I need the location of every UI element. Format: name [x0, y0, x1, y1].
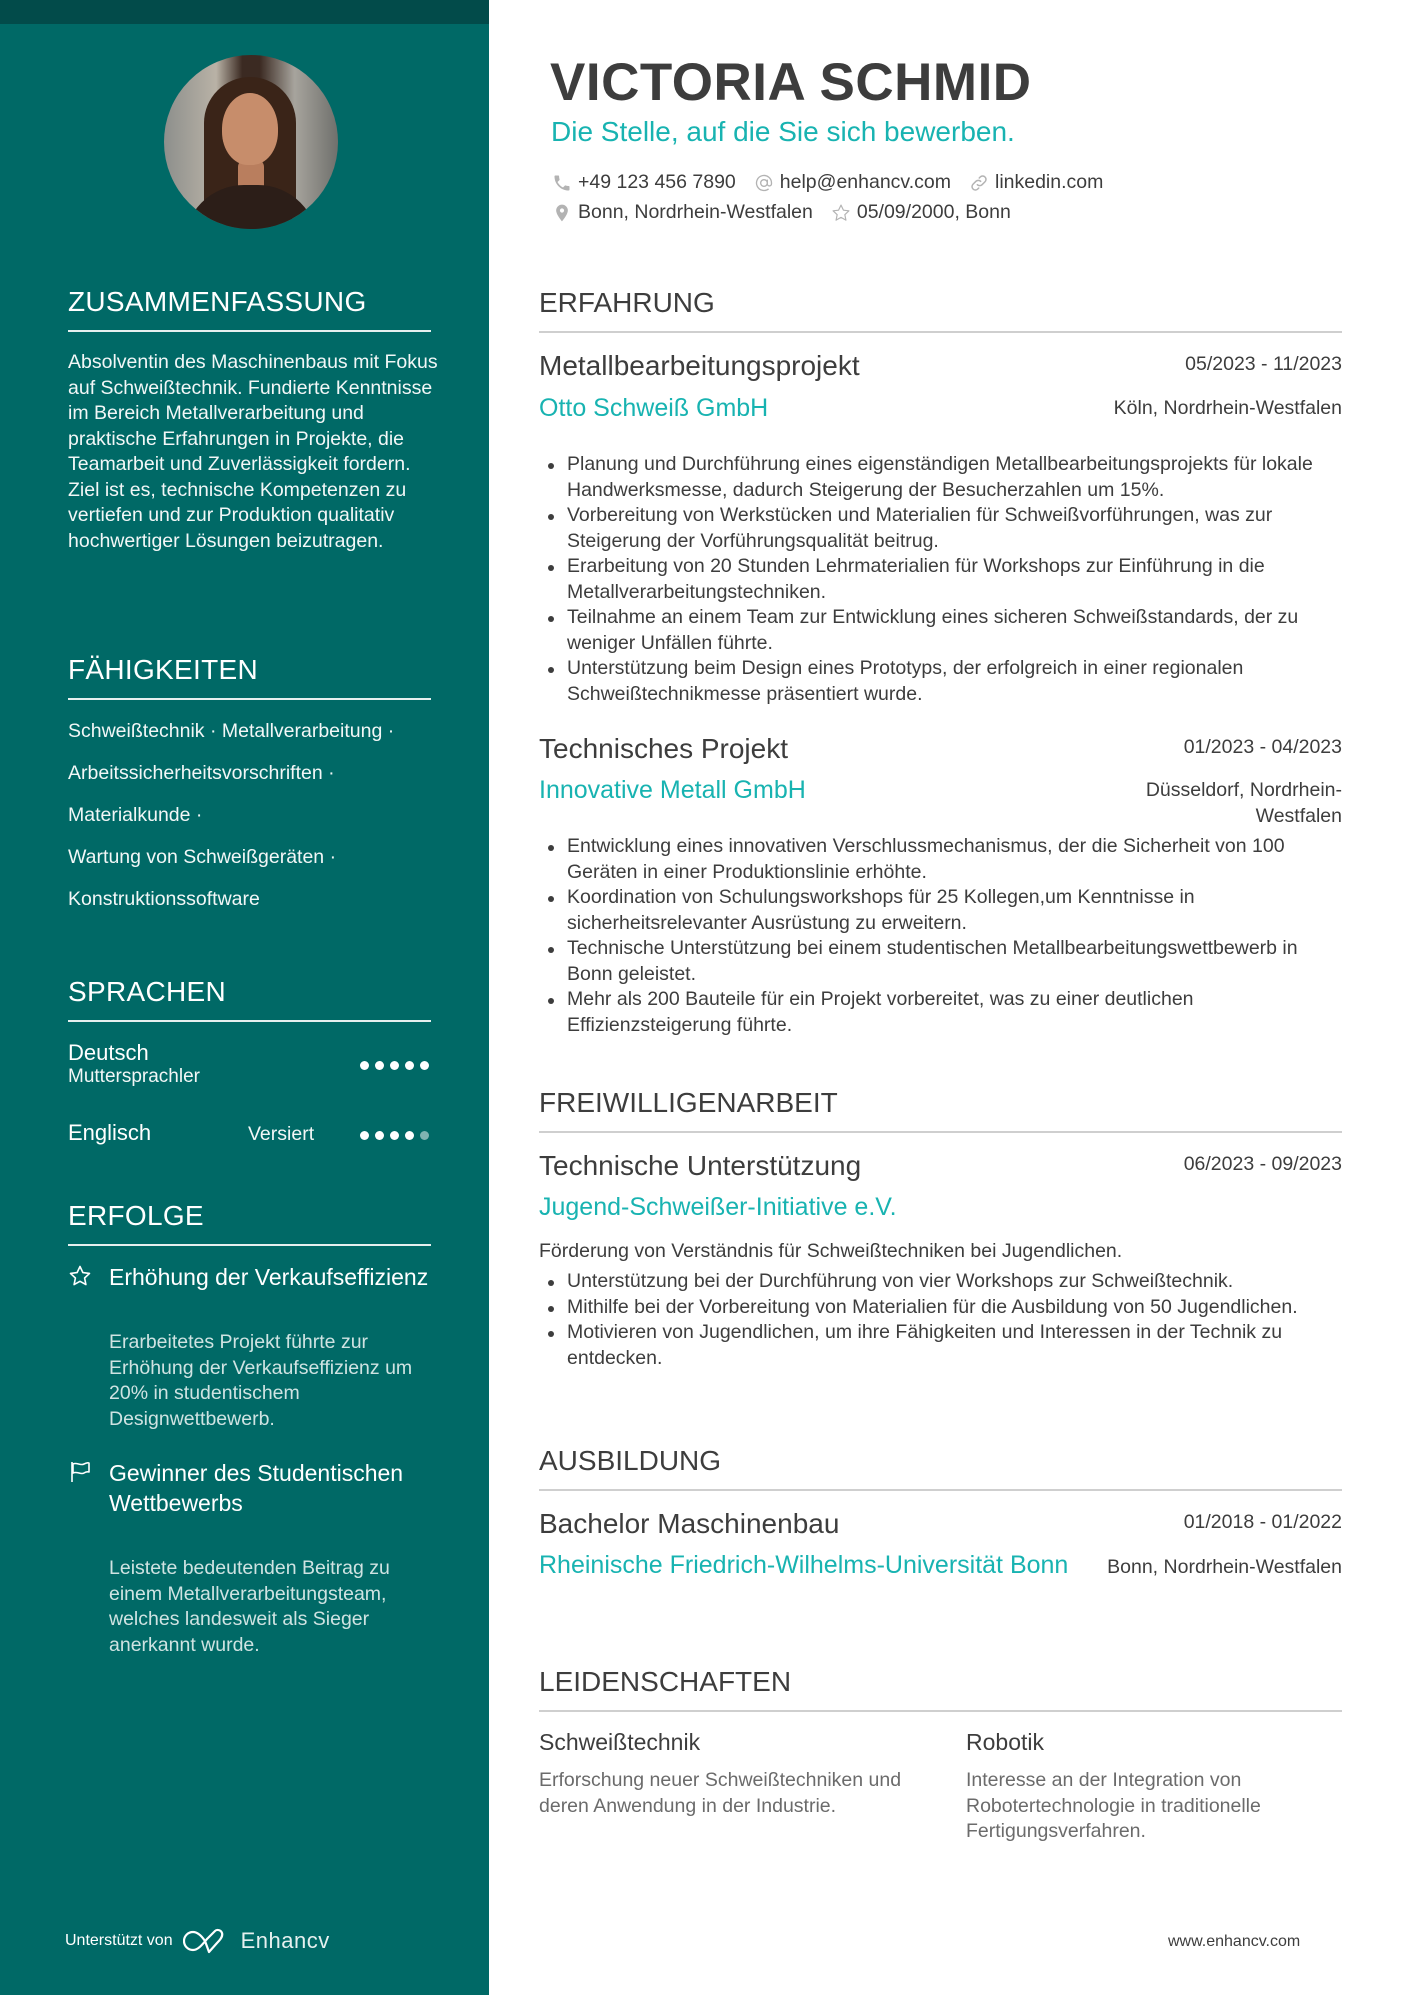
experience-title: Metallbearbeitungsprojekt — [539, 350, 860, 381]
volunteering-dates: 06/2023 - 09/2023 — [1183, 1153, 1342, 1175]
experience-company[interactable]: Innovative Metall GmbH — [539, 776, 806, 804]
passion-item — [539, 1729, 919, 1819]
language-rating — [360, 1131, 429, 1140]
rating-dot-filled — [375, 1131, 384, 1140]
linkedin-text: linkedin.com — [994, 171, 1104, 193]
contact-location — [552, 201, 813, 224]
language-level: Versiert — [248, 1123, 315, 1145]
achievement-item — [68, 1458, 448, 1698]
powered-by — [65, 1928, 330, 1954]
rating-dot-filled — [360, 1061, 369, 1070]
website-link[interactable]: www.enhancv.com — [1168, 1933, 1301, 1950]
bullet-item: Koordination von Schulungsworkshops für 25 Kollegen,um Kenntnisse in sicherheitsrelevanter Ausrüstung zu erweitern. — [545, 885, 1345, 936]
achievement-description: Erarbeitetes Projekt führte zur Erhöhung der Verkaufseffizienz um 20% in studentischem Designwettbewerb. — [109, 1331, 413, 1430]
volunteering-summary: Förderung von Verständnis für Schweißtechniken bei Jugendlichen. — [539, 1240, 1123, 1262]
languages-heading: SPRACHEN — [68, 976, 431, 1022]
skill-item: Wartung von Schweißgeräten · — [68, 846, 337, 868]
language-name: Englisch — [68, 1120, 152, 1145]
phone-icon — [552, 173, 572, 193]
experience-bullets — [545, 834, 1345, 1038]
bullet-item: Motivieren von Jugendlichen, um ihre Fähigkeiten und Interessen in der Technik zu entdecken. — [545, 1320, 1345, 1371]
experience-bullets — [545, 452, 1345, 707]
skill-item: Schweißtechnik · Metallverarbeitung · — [68, 720, 395, 742]
email-text: help@enhancv.com — [779, 171, 951, 193]
volunteering-bullets — [545, 1269, 1345, 1371]
volunteering-title: Technische Unterstützung — [539, 1150, 862, 1181]
passion-description: Erforschung neuer Schweißtechniken und deren Anwendung in der Industrie. — [539, 1769, 902, 1817]
candidate-name: VICTORIA SCHMID — [550, 53, 1032, 112]
skill-item: Konstruktionssoftware — [68, 888, 260, 910]
star-icon — [831, 203, 851, 223]
bullet-item: Mithilfe bei der Vorbereitung von Materialien für die Ausbildung von 50 Jugendlichen. — [545, 1295, 1345, 1321]
skills-heading: FÄHIGKEITEN — [68, 654, 431, 700]
volunteering-organization[interactable]: Jugend-Schweißer-Initiative e.V. — [539, 1193, 897, 1221]
link-icon — [969, 173, 989, 193]
achievement-item — [68, 1262, 448, 1442]
language-item-deutsch — [68, 1040, 431, 1100]
language-item-englisch — [68, 1120, 431, 1150]
birthdate-text: 05/09/2000, Bonn — [856, 201, 1011, 223]
achievements-heading: ERFOLGE — [68, 1200, 431, 1246]
education-heading: AUSBILDUNG — [539, 1445, 1342, 1491]
at-icon — [754, 173, 774, 193]
location-text: Bonn, Nordrhein-Westfalen — [578, 201, 813, 223]
language-rating — [360, 1061, 429, 1070]
rating-dot-filled — [420, 1061, 429, 1070]
phone-text: +49 123 456 7890 — [578, 171, 736, 193]
language-level: Muttersprachler — [68, 1066, 200, 1087]
experience-location: Köln, Nordrhein-Westfalen — [1113, 397, 1342, 419]
bullet-item: Teilnahme an einem Team zur Entwicklung eines sicheren Schweißstandards, der zu weniger Unfällen führte. — [545, 605, 1345, 656]
passions-heading: LEIDENSCHAFTEN — [539, 1666, 1342, 1712]
experience-company[interactable]: Otto Schweiß GmbH — [539, 394, 769, 422]
bullet-item: Planung und Durchführung eines eigenständigen Metallbearbeitungsprojekts für lokale Handwerksmesse, dadurch Steigerung der Besucherzahlen um 15%. — [545, 452, 1345, 503]
passion-title: Robotik — [966, 1729, 1044, 1755]
skill-item: Arbeitssicherheitsvorschriften · — [68, 762, 335, 784]
skill-item: Materialkunde · — [68, 804, 203, 826]
summary-heading: ZUSAMMENFASSUNG — [68, 286, 431, 332]
contact-phone[interactable] — [552, 171, 736, 194]
sidebar — [0, 0, 489, 1995]
skills-list — [68, 716, 448, 926]
education-institution[interactable]: Rheinische Friedrich-Wilhelms-Universität Bonn — [539, 1551, 1069, 1579]
experience-heading: ERFAHRUNG — [539, 287, 1342, 333]
contact-email[interactable] — [754, 171, 951, 194]
bullet-item: Entwicklung eines innovativen Verschlussmechanismus, der die Sicherheit von 100 Geräten in einer Produktionslinie erhöhte. — [545, 834, 1345, 885]
rating-dot-filled — [405, 1131, 414, 1140]
flag-icon — [68, 1460, 92, 1484]
volunteering-heading: FREIWILLIGENARBEIT — [539, 1087, 1342, 1133]
contact-row-2 — [552, 201, 1011, 224]
education-location: Bonn, Nordrhein-Westfalen — [1107, 1556, 1342, 1578]
experience-location: Düsseldorf, Nordrhein-Westfalen — [1145, 779, 1342, 827]
powered-by-label: Unterstützt von — [65, 1932, 173, 1949]
passion-item — [966, 1729, 1346, 1845]
job-title: Die Stelle, auf die Sie sich bewerben. — [551, 116, 1015, 147]
rating-dot-filled — [375, 1061, 384, 1070]
rating-dot-filled — [390, 1131, 399, 1140]
language-name: Deutsch — [68, 1040, 149, 1065]
bullet-item: Vorbereitung von Werkstücken und Materialien für Schweißvorführungen, was zur Steigerung der Vorführungsqualität beitrug. — [545, 503, 1345, 554]
experience-dates: 01/2023 - 04/2023 — [1183, 736, 1342, 758]
education-dates: 01/2018 - 01/2022 — [1183, 1511, 1342, 1533]
passion-title: Schweißtechnik — [539, 1729, 701, 1755]
rating-dot-filled — [360, 1131, 369, 1140]
bullet-item: Technische Unterstützung bei einem studentischen Metallbearbeitungswettbewerb in Bonn geleistet. — [545, 936, 1345, 987]
achievement-title: Erhöhung der Verkaufseffizienz — [109, 1264, 429, 1290]
experience-dates: 05/2023 - 11/2023 — [1185, 353, 1342, 375]
bullet-item: Erarbeitung von 20 Stunden Lehrmaterialien für Workshops zur Einführung in die Metallverarbeitungstechniken. — [545, 554, 1345, 605]
enhancv-logo-icon — [183, 1928, 231, 1954]
education-degree: Bachelor Maschinenbau — [539, 1508, 840, 1539]
location-pin-icon — [552, 203, 572, 223]
experience-title: Technisches Projekt — [539, 733, 789, 764]
sidebar-top-bar — [0, 0, 489, 24]
achievement-title: Gewinner des Studentischen Wettbewerbs — [109, 1460, 404, 1516]
contact-row-1 — [552, 171, 1103, 194]
star-icon — [68, 1264, 92, 1288]
avatar — [164, 55, 338, 229]
bullet-item: Unterstützung beim Design eines Prototyps, der erfolgreich in einer regionalen Schweißtechnikmesse präsentiert wurde. — [545, 656, 1345, 707]
passion-description: Interesse an der Integration von Robotertechnologie in traditionelle Fertigungsverfahren. — [966, 1769, 1261, 1842]
rating-dot-filled — [405, 1061, 414, 1070]
achievement-description: Leistete bedeutenden Beitrag zu einem Metallverarbeitungsteam, welches landesweit als Sieger anerkannt wurde. — [109, 1557, 390, 1656]
rating-dot-filled — [390, 1061, 399, 1070]
summary-text: Absolventin des Maschinenbaus mit Fokus auf Schweißtechnik. Fundierte Kenntnisse im Bereich Metallverarbeitung und praktische Erfahrungen in Projekte, die Teamarbeit und Zuverlässigkeit fordern. Ziel ist es, technische Kompetenzen zu vertiefen und zur Produktion qualitativ hochwertiger Lösungen beizutragen. — [68, 351, 438, 552]
bullet-item: Unterstützung bei der Durchführung von vier Workshops zur Schweißtechnik. — [545, 1269, 1345, 1295]
bullet-item: Mehr als 200 Bauteile für ein Projekt vorbereitet, was zu einer deutlichen Effizienzsteigerung führte. — [545, 987, 1345, 1038]
powered-by-brand[interactable]: Enhancv — [240, 1928, 330, 1953]
contact-birthdate — [831, 201, 1011, 224]
rating-dot-empty — [420, 1131, 429, 1140]
contact-linkedin[interactable] — [969, 171, 1103, 194]
